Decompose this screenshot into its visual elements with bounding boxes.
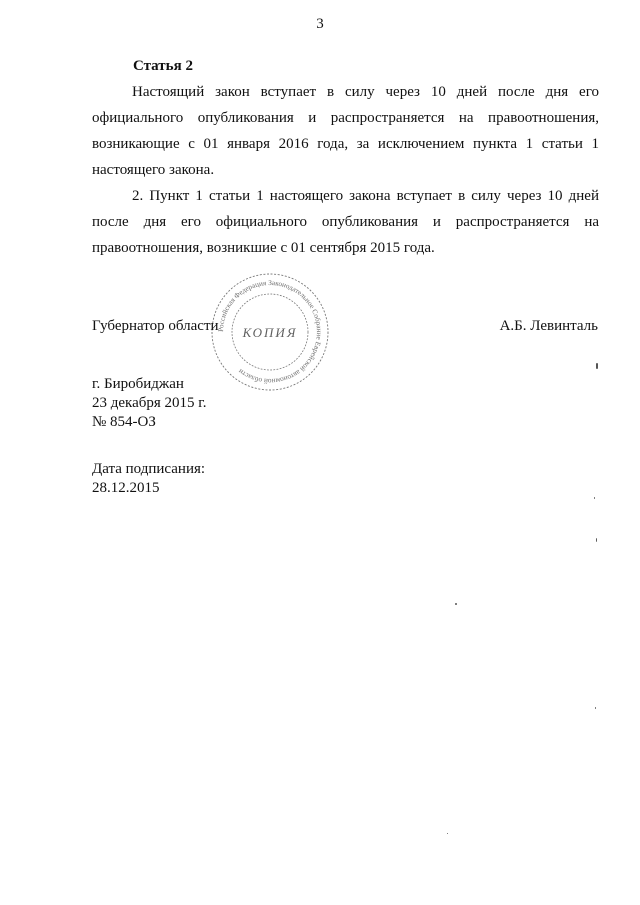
signature-name: А.Б. Левинталь: [499, 318, 598, 334]
scan-speck: [596, 538, 597, 542]
scan-speck: [594, 497, 595, 499]
scan-speck: [447, 833, 448, 834]
scan-speck: [595, 707, 596, 709]
copy-stamp: [208, 270, 332, 394]
stamp-word: КОПИЯ: [242, 325, 298, 340]
article-paragraph-2: 2. Пункт 1 статьи 1 настоящего закона вступает в силу через 10 дней после дня его официального опубликования и распространяется на правоотношения, возникшие с 01 сентября 2015 года.: [92, 188, 599, 256]
scan-speck: [455, 603, 457, 605]
stamp-ring-text: Российская Федерация Законодательное Собрание Еврейской автономной области: [216, 278, 324, 386]
issue-city: г. Биробиджан: [92, 376, 184, 392]
page-number: 3: [316, 16, 324, 32]
signing-date-label: Дата подписания:: [92, 461, 206, 477]
article-paragraph-1: Настоящий закон вступает в силу через 10 дней после дня его официального опубликования и распространяется на правоотношения, возникающие с 01 января 2016 года, за исключением пункта 1 статьи 1 настоящего закона.: [92, 84, 599, 178]
law-number: № 854-ОЗ: [92, 414, 156, 430]
scan-speck: [596, 363, 598, 369]
article-heading: Статья 2: [133, 58, 193, 74]
issue-date: 23 декабря 2015 г.: [92, 395, 207, 411]
signature-title: Губернатор области: [92, 318, 219, 334]
signing-date: 28.12.2015: [92, 480, 160, 496]
